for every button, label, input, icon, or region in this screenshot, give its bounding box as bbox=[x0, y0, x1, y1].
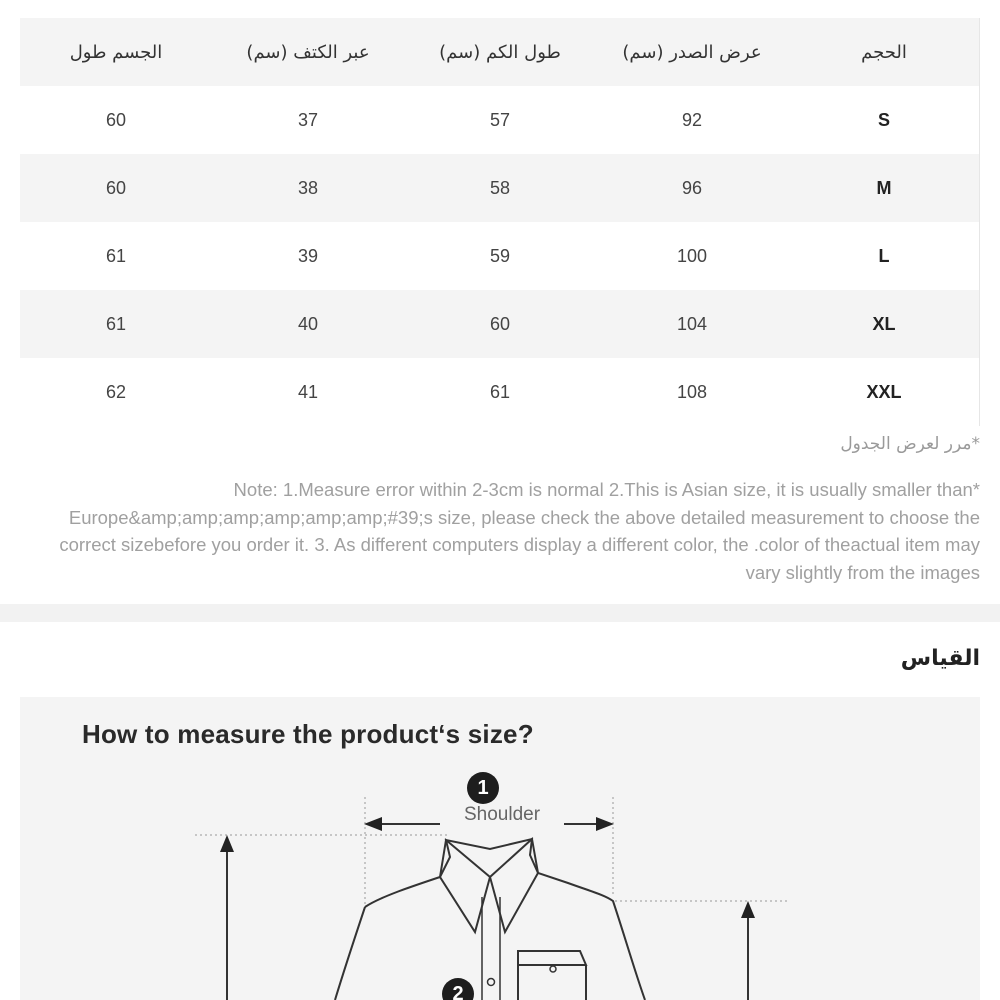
sleeve-cell: 57 bbox=[489, 109, 511, 130]
shoulder-arrowhead-right bbox=[596, 817, 614, 831]
button-icon bbox=[488, 979, 495, 986]
sleeve-cell: 59 bbox=[489, 245, 511, 266]
sleeve-cell: 60 bbox=[489, 313, 511, 334]
pocket-flap bbox=[518, 951, 586, 965]
sleeve-cell: 61 bbox=[489, 381, 511, 402]
scroll-hint: *مرر لعرض الجدول bbox=[840, 434, 980, 454]
table-row bbox=[20, 86, 980, 154]
size-cell: M bbox=[876, 177, 892, 198]
sleeve-arrowhead bbox=[741, 901, 755, 918]
chest-cell: 92 bbox=[681, 109, 703, 130]
table-top-border bbox=[20, 0, 980, 19]
length-cell: 61 bbox=[105, 313, 127, 334]
size-cell: S bbox=[877, 109, 890, 130]
measurement-section-title: القياس bbox=[900, 646, 980, 671]
chest-cell: 96 bbox=[681, 177, 703, 198]
length-cell: 61 bbox=[105, 245, 127, 266]
table-row bbox=[20, 358, 980, 426]
pocket-button-icon bbox=[550, 966, 556, 972]
length-cell: 62 bbox=[105, 381, 127, 402]
chest-cell: 108 bbox=[676, 381, 708, 402]
shoulder-cell: 41 bbox=[297, 381, 319, 402]
length-cell: 60 bbox=[105, 109, 127, 130]
shirt-sleeve-left bbox=[335, 907, 365, 1000]
size-cell: XL bbox=[872, 313, 896, 334]
header-sleeve-length: طول الكم (سم) bbox=[439, 41, 561, 63]
table-header-row bbox=[20, 18, 980, 86]
measurement-guide-image bbox=[20, 697, 980, 1000]
header-body-length: الجسم طول bbox=[69, 41, 163, 63]
shoulder-cell: 39 bbox=[297, 245, 319, 266]
table-scroll-edge bbox=[979, 18, 980, 426]
table-row bbox=[20, 154, 980, 222]
measure-badge-1: 1 bbox=[467, 772, 499, 804]
shoulder-arrowhead-left bbox=[364, 817, 382, 831]
table-row bbox=[20, 290, 980, 358]
shoulder-label: Shoulder bbox=[440, 804, 564, 826]
table-row bbox=[20, 222, 980, 290]
measure-badge-2: 2 bbox=[442, 978, 474, 1000]
shirt-diagram bbox=[20, 697, 980, 1000]
sleeve-cell: 58 bbox=[489, 177, 511, 198]
size-cell: L bbox=[878, 245, 890, 266]
measure-heading: How to measure the product‘s size? bbox=[82, 719, 534, 749]
header-size: الحجم bbox=[861, 41, 907, 63]
chest-cell: 104 bbox=[676, 313, 708, 334]
size-note: Note: 1.Measure error within 2-3cm is normal 2.This is Asian size, it is usually smaller than* Europe&amp;amp;amp;amp;amp;amp;#39;s size, please check the above detailed measurement to choose the correct sizebefore you order it. 3. As different computers display a different color, the .color of theactual item may vary slightly from the images bbox=[59, 479, 980, 584]
shoulder-cell: 37 bbox=[297, 109, 319, 130]
shoulder-cell: 40 bbox=[297, 313, 319, 334]
length-arrowhead bbox=[220, 835, 234, 852]
header-shoulder-width: عبر الكتف (سم) bbox=[246, 41, 370, 63]
chest-cell: 100 bbox=[676, 245, 708, 266]
size-cell: XXL bbox=[866, 381, 902, 402]
section-divider bbox=[0, 604, 1000, 622]
header-chest-width: عرض الصدر (سم) bbox=[622, 41, 762, 63]
length-cell: 60 bbox=[105, 177, 127, 198]
shoulder-cell: 38 bbox=[297, 177, 319, 198]
size-chart-table bbox=[20, 18, 980, 426]
